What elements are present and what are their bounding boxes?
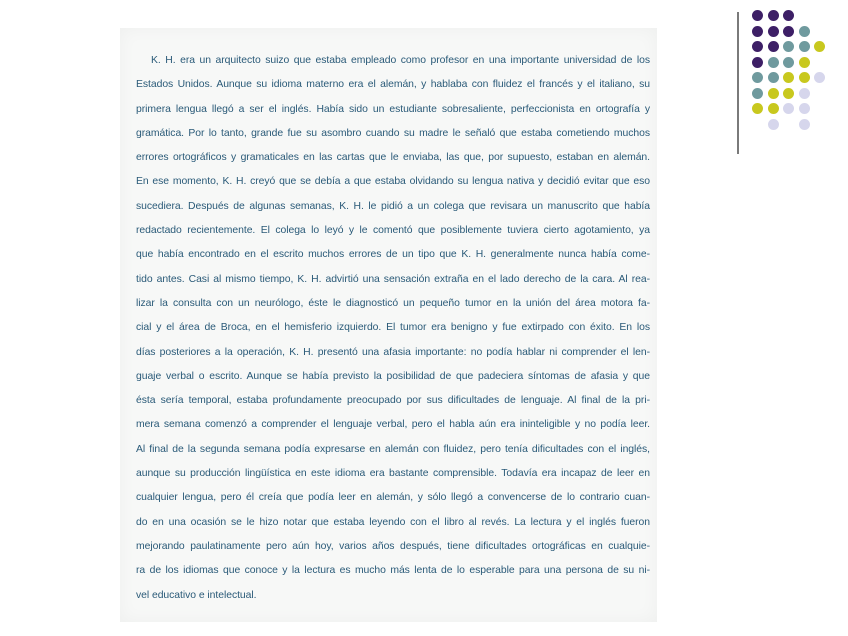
decorative-dot xyxy=(783,26,794,37)
decorative-dot xyxy=(768,57,779,68)
text-line: ra de los idiomas que conoce y la lectura es mucho más lenta de lo esperable para una persona de su ni- xyxy=(136,565,650,577)
decorative-dot xyxy=(768,72,779,83)
decorative-dot xyxy=(783,88,794,99)
decorative-dot xyxy=(799,72,810,83)
text-line: Estados Unidos. Aunque su idioma materno era el alemán, y hablaba con fluidez el francés y el italiano, su xyxy=(136,79,650,91)
text-line: guaje verbal o escrito. Aunque se había previsto la posibilidad de que padeciera síntomas de afasia y que xyxy=(136,370,650,382)
text-line: primera lengua llegó a ser el inglés. Había sido un estudiante sobresaliente, perfeccionista en ortografía y xyxy=(136,103,650,115)
decorative-dot xyxy=(752,57,763,68)
case-study-paragraph xyxy=(136,49,650,608)
decorative-dot xyxy=(752,88,763,99)
decorative-dot xyxy=(768,103,779,114)
decorative-dot xyxy=(799,119,810,130)
decorative-dot xyxy=(752,26,763,37)
text-line: cial y el área de Broca, en el hemisferio izquierdo. El tumor era benigno y fue extirpado con éxito. En los xyxy=(136,322,650,334)
text-line: lizar la consulta con un neurólogo, éste le diagnosticó un pequeño tumor en la unión del área motora fa- xyxy=(136,297,650,309)
decorative-dot xyxy=(814,41,825,52)
decorative-dot xyxy=(799,103,810,114)
decorative-dot xyxy=(768,88,779,99)
decorative-dot xyxy=(768,41,779,52)
decorative-dot xyxy=(752,10,763,21)
decorative-dot xyxy=(783,103,794,114)
text-line: días posteriores a la operación, K. H. presentó una afasia importante: no podía hablar ni comprender el len- xyxy=(136,346,650,358)
text-line: mera semana comenzó a comprender el lenguaje verbal, pero el habla aún era ininteligible y no podía leer. xyxy=(136,419,650,431)
decorative-dot xyxy=(752,41,763,52)
decorative-dot xyxy=(799,88,810,99)
text-line: sucediera. Después de algunas semanas, K. H. le pidió a un colega que revisara un manuscrito que había xyxy=(136,200,650,212)
text-line: ésta sería temporal, estaba profundamente preocupado por sus dificultades de lenguaje. Al final de la pri- xyxy=(136,395,650,407)
decorative-dot xyxy=(768,119,779,130)
text-line: gramática. Por lo tanto, grande fue su asombro cuando su madre le señaló que estaba cometiendo muchos xyxy=(136,127,650,139)
text-line: K. H. era un arquitecto suizo que estaba empleado como profesor en una importante universidad de los xyxy=(151,55,650,66)
text-line: mejorando paulatinamente pero aún hoy, varios años después, tiene dificultades ortográficas en cualquie- xyxy=(136,540,650,552)
text-line: vel educativo e intelectual. xyxy=(136,589,257,601)
text-line: En ese momento, K. H. creyó que se debía a que estaba olvidando su lengua nativa y decidió evitar que eso xyxy=(136,176,650,188)
text-line: aunque su producción lingüística en este idioma era bastante comprensible. Todavía era incapaz de leer en xyxy=(136,468,650,480)
decorative-dot xyxy=(814,72,825,83)
text-line: Al final de la segunda semana podía expresarse en alemán con fluidez, pero tenía dificultades con el inglés, xyxy=(136,443,650,455)
text-line: tido antes. Casi al mismo tiempo, K. H. advirtió una sensación extraña en el lado derecho de la cara. Al rea- xyxy=(136,273,650,285)
text-line: cualquier lengua, pero él creía que podía leer en alemán, y sólo llegó a convencerse de lo contrario cuan- xyxy=(136,492,650,504)
vertical-divider-rule xyxy=(737,12,739,154)
decorative-dot xyxy=(752,103,763,114)
decorative-dot xyxy=(783,72,794,83)
decorative-dot xyxy=(768,26,779,37)
decorative-dot xyxy=(783,57,794,68)
text-line: errores ortográficos y gramaticales en las cartas que le enviaba, las que, por supuesto, estaban en alemán. xyxy=(136,152,650,164)
text-line: que había encontrado en el escrito muchos errores de un tipo que K. H. generalmente nunca había come- xyxy=(136,249,650,261)
decorative-dot xyxy=(783,41,794,52)
decorative-dot xyxy=(768,10,779,21)
decorative-dot xyxy=(752,72,763,83)
decorative-dot xyxy=(799,26,810,37)
decorative-dot-grid xyxy=(752,10,832,140)
text-line: redactado recientemente. El colega lo leyó y le comentó que posiblemente tuviera cierto agotamiento, ya xyxy=(136,225,650,237)
scanned-text-page xyxy=(120,28,657,622)
decorative-dot xyxy=(799,41,810,52)
decorative-dot xyxy=(783,10,794,21)
text-line: do en una ocasión se le hizo notar que estaba leyendo con el libro al revés. La lectura y el inglés fueron xyxy=(136,516,650,528)
decorative-dot xyxy=(799,57,810,68)
